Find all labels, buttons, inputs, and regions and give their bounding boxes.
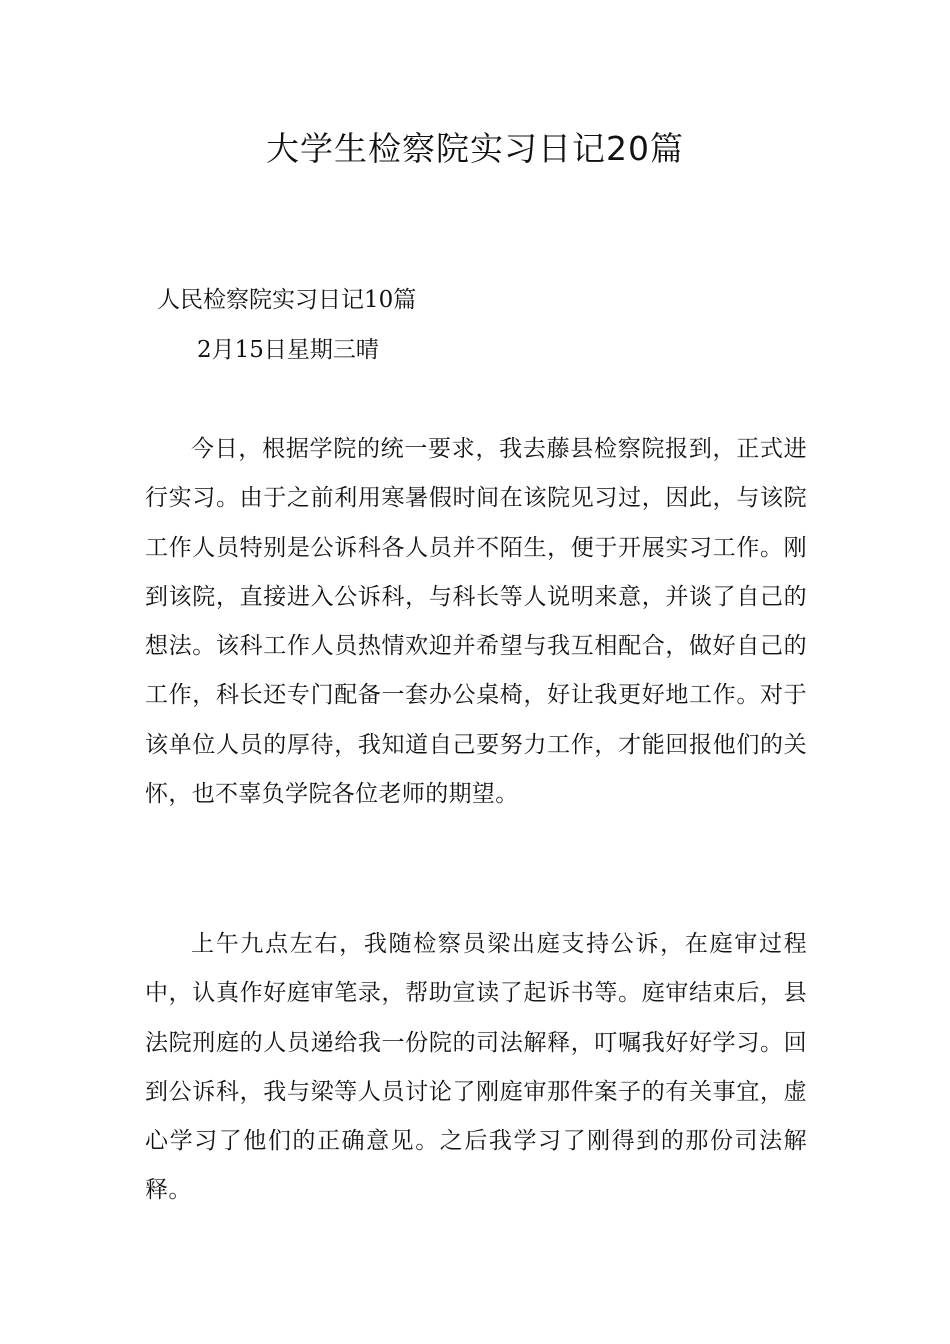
document-title: 大学生检察院实习日记20篇	[266, 129, 684, 168]
diary-date-line: 2月15日星期三晴	[197, 337, 379, 363]
body-paragraph-2: 上午九点左右，我随检察员梁出庭支持公诉，在庭审过程中，认真作好庭审笔录，帮助宣读了起诉书等。庭审结束后，县法院刑庭的人员递给我一份院的司法解释，叮嘱我好好学习。回到公诉科，我与梁等人员讨论了刚庭审那件案子的有关事宜，虚心学习了他们的正确意见。之后我学习了刚得到的那份司法解释。	[145, 931, 807, 1204]
document-subtitle: 人民检察院实习日记10篇	[157, 287, 417, 313]
body-paragraph-1: 今日，根据学院的统一要求，我去藤县检察院报到，正式进行实习。由于之前利用寒暑假时间在该院见习过，因此，与该院工作人员特别是公诉科各人员并不陌生，便于开展实习工作。刚到该院，直接进入公诉科，与科长等人说明来意，并谈了自己的想法。该科工作人员热情欢迎并希望与我互相配合，做好自己的工作，科长还专门配备一套办公桌椅，好让我更好地工作。对于该单位人员的厚待，我知道自己要努力工作，才能回报他们的关怀，也不辜负学院各位老师的期望。	[145, 436, 807, 808]
